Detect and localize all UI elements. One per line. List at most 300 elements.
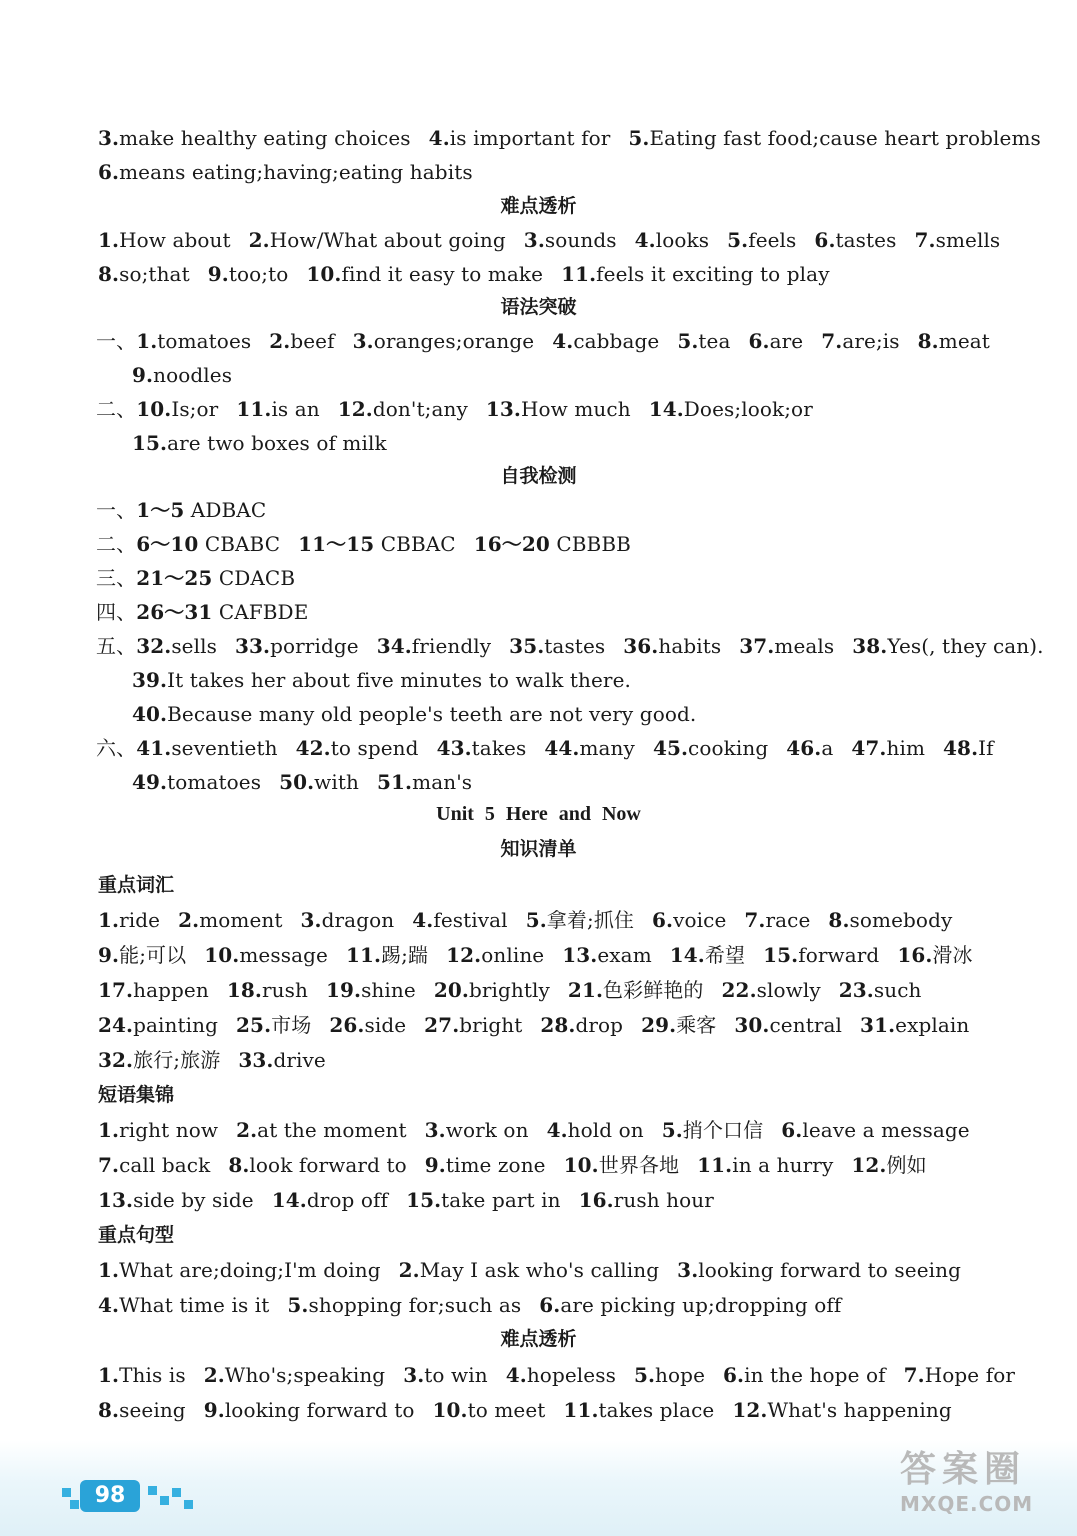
answer-text: meat: [938, 329, 990, 353]
answer-text: Is;or: [171, 397, 219, 421]
answer-text: right now: [119, 1118, 219, 1142]
answer-number: 7.: [98, 1153, 120, 1177]
answer-text: shopping for;such as: [308, 1293, 522, 1317]
part-label: 六、: [96, 736, 137, 760]
answer-text: sounds: [544, 228, 617, 252]
answer-number: 11.: [697, 1153, 733, 1177]
answer-item: [377, 770, 472, 794]
answer-number: 9.: [132, 363, 154, 387]
answer-item: [353, 329, 535, 353]
answer-text: CBBBB: [549, 532, 631, 556]
answer-item: [763, 943, 879, 967]
decor-dot: [172, 1488, 181, 1497]
answer-item: [279, 770, 359, 794]
answer-item: [98, 126, 411, 150]
answer-item: [204, 1363, 386, 1387]
answer-item: [649, 397, 813, 421]
answer-item: [524, 228, 617, 252]
answer-text: such: [873, 978, 922, 1002]
answer-item: [474, 532, 631, 556]
answer-number: 15.: [763, 943, 799, 967]
answer-number: 6.: [98, 160, 120, 184]
answer-number: 12.: [851, 1153, 887, 1177]
answer-number: 14.: [271, 1188, 307, 1212]
answer-number: 10.: [563, 1153, 599, 1177]
answer-number: 1.: [98, 1258, 120, 1282]
answer-text: at the moment: [257, 1118, 407, 1142]
answer-text: ADBAC: [184, 498, 267, 522]
answer-number: 32.: [98, 1048, 134, 1072]
answer-text: porridge: [270, 634, 359, 658]
answer-item: [653, 736, 768, 760]
answer-number: 47.: [851, 736, 887, 760]
answer-item: [425, 1153, 546, 1177]
answer-number: 5.: [727, 228, 749, 252]
answer-item: [722, 978, 821, 1002]
answer-number: 11.: [561, 262, 597, 286]
answer-items: [136, 397, 831, 421]
answer-number: 10.: [432, 1398, 468, 1422]
answer-item: [526, 908, 634, 932]
answer-line: [98, 1288, 1037, 1322]
answer-text: 捎个口信: [682, 1118, 764, 1142]
answer-text: hold on: [567, 1118, 644, 1142]
answer-line: [98, 1253, 1037, 1287]
answer-number: 6～10: [136, 532, 199, 556]
answer-number: 31.: [860, 1013, 896, 1037]
answer-number: 43.: [436, 736, 472, 760]
answer-text: tastes: [835, 228, 897, 252]
section-heading: 自我检测: [500, 465, 577, 487]
part-label: 四、: [96, 600, 137, 624]
answer-text: voice: [673, 908, 727, 932]
answer-number: 29.: [641, 1013, 677, 1037]
answer-item: [744, 908, 810, 932]
answer-number: 7.: [914, 228, 936, 252]
answer-number: 2.: [203, 1363, 225, 1387]
answer-item: [628, 126, 1041, 150]
answer-item: [918, 329, 990, 353]
answer-number: 9.: [424, 1153, 446, 1177]
answer-number: 11.: [345, 943, 382, 967]
answer-line: [98, 1148, 1037, 1182]
part-label: 二、: [96, 532, 137, 556]
answer-item: [136, 498, 266, 522]
answer-number: 15.: [132, 431, 168, 455]
section-heading: 难点透析: [500, 1328, 577, 1350]
answer-item: [228, 1153, 406, 1177]
answer-text: side: [364, 1013, 407, 1037]
answer-item: [943, 736, 994, 760]
answer-number: 4.: [546, 1118, 568, 1142]
answer-item: [136, 532, 280, 556]
answer-number: 15.: [406, 1188, 442, 1212]
answer-text: noodles: [153, 363, 233, 387]
answer-item: [346, 943, 428, 967]
part-label: 二、: [96, 397, 137, 421]
answer-number: 3.: [352, 329, 374, 353]
answer-text: shine: [361, 978, 416, 1002]
answer-number: 1.: [98, 1118, 120, 1142]
answer-line: [132, 358, 1037, 392]
answer-text: tea: [698, 329, 731, 353]
answer-number: 6.: [539, 1293, 561, 1317]
answer-text: hopeless: [526, 1363, 616, 1387]
answer-line: [96, 324, 1037, 358]
answer-number: 50.: [279, 770, 315, 794]
answer-item: [329, 1013, 406, 1037]
answer-item: [298, 532, 456, 556]
answer-text: to meet: [467, 1398, 546, 1422]
answer-text: explain: [895, 1013, 970, 1037]
answer-item: [677, 329, 730, 353]
answer-item: [132, 668, 631, 692]
answer-text: CBBAC: [374, 532, 456, 556]
answer-number: 3.: [523, 228, 545, 252]
answer-text: exam: [597, 943, 652, 967]
answer-text: 滑冰: [932, 943, 973, 967]
answer-line: [98, 257, 1037, 291]
answer-text: are picking up;dropping off: [560, 1293, 842, 1317]
answer-text: 例如: [886, 1153, 927, 1177]
answer-number: 16～20: [473, 532, 550, 556]
answer-item: [509, 634, 605, 658]
answer-number: 2.: [178, 908, 200, 932]
answer-item: [579, 1188, 714, 1212]
answer-line: [132, 765, 1037, 799]
answer-number: 1.: [136, 329, 158, 353]
answer-item: [564, 1153, 680, 1177]
answer-text: drop: [575, 1013, 624, 1037]
answer-number: 12.: [732, 1398, 768, 1422]
answer-number: 28.: [540, 1013, 576, 1037]
answer-text: cabbage: [573, 329, 660, 353]
answer-text: find it easy to make: [341, 262, 544, 286]
answer-text: tastes: [544, 634, 606, 658]
decor-dot: [148, 1486, 157, 1495]
answer-text: 乘客: [676, 1013, 717, 1037]
answer-text: forward: [798, 943, 880, 967]
answer-item: [98, 978, 209, 1002]
answer-number: 25.: [236, 1013, 272, 1037]
answer-line: [98, 903, 1037, 937]
answer-number: 2.: [236, 1118, 258, 1142]
answer-line: [96, 392, 1037, 426]
answer-text: look forward to: [249, 1153, 407, 1177]
answer-item: [677, 1258, 961, 1282]
answer-item: [662, 1118, 764, 1142]
answer-text: rush hour: [613, 1188, 714, 1212]
answer-line: [98, 1043, 1037, 1077]
watermark-url: MXQE.COM: [900, 1492, 1034, 1516]
answer-item: [136, 397, 218, 421]
answer-item: [547, 1118, 644, 1142]
answer-number: 51.: [377, 770, 413, 794]
answer-item: [132, 363, 232, 387]
answer-item: [897, 943, 972, 967]
answer-line: [98, 1358, 1037, 1392]
answer-item: [178, 908, 282, 932]
part-label: 一、: [96, 498, 137, 522]
answer-item: [236, 1118, 407, 1142]
answer-text: don't;any: [372, 397, 468, 421]
answer-number: 41.: [136, 736, 172, 760]
answer-item: [544, 736, 635, 760]
answer-text: online: [481, 943, 545, 967]
answer-text: CBABC: [198, 532, 281, 556]
answer-text: Because many old people's teeth are not very good.: [167, 702, 697, 726]
answer-text: What time is it: [119, 1293, 270, 1317]
answer-item: [851, 1153, 926, 1177]
answer-item: [98, 262, 190, 286]
answer-items: [136, 329, 1008, 353]
answer-line: [98, 223, 1037, 257]
answer-line: [132, 426, 1037, 460]
answer-item: [136, 736, 277, 760]
subsection-heading: 重点词汇: [98, 874, 175, 896]
answer-number: 39.: [132, 668, 168, 692]
answer-number: 26～31: [136, 600, 213, 624]
decor-dot: [62, 1488, 71, 1497]
answer-line: [96, 629, 1044, 663]
answer-item: [561, 262, 830, 286]
answer-number: 3.: [424, 1118, 446, 1142]
answer-item: [98, 943, 186, 967]
answer-item: [236, 1013, 311, 1037]
answer-item: [634, 1363, 705, 1387]
answer-number: 33.: [238, 1048, 274, 1072]
answer-item: [851, 736, 925, 760]
answer-text: are: [769, 329, 804, 353]
answer-item: [204, 1398, 415, 1422]
answer-number: 21～25: [136, 566, 213, 590]
answer-text: 世界各地: [598, 1153, 680, 1177]
answer-item: [296, 736, 419, 760]
answer-text: May I ask who's calling: [419, 1258, 660, 1282]
answer-text: 旅行;旅游: [133, 1048, 221, 1072]
answer-number: 37.: [739, 634, 775, 658]
answer-item: [506, 1363, 616, 1387]
answer-item: [98, 1153, 210, 1177]
answer-text: in a hurry: [732, 1153, 834, 1177]
answer-item: [433, 1398, 546, 1422]
answer-item: [734, 1013, 842, 1037]
answer-number: 22.: [721, 978, 757, 1002]
answer-item: [98, 1118, 218, 1142]
answer-text: is important for: [449, 126, 611, 150]
answer-number: 34.: [376, 634, 412, 658]
watermark-logo: [900, 1448, 1060, 1528]
answer-text: 色彩鲜艳的: [603, 978, 704, 1002]
answer-number: 21.: [567, 978, 604, 1002]
answer-line: [96, 595, 1037, 629]
answer-text: Who's;speaking: [224, 1363, 386, 1387]
answer-text: him: [886, 736, 926, 760]
answer-number: 20.: [433, 978, 469, 1002]
decor-dot: [70, 1500, 79, 1509]
answer-number: 10.: [136, 397, 172, 421]
answer-item: [539, 1293, 841, 1317]
answer-number: 27.: [424, 1013, 460, 1037]
answer-number: 17.: [98, 978, 134, 1002]
answer-text: beef: [290, 329, 335, 353]
answer-text: looking forward to: [224, 1398, 415, 1422]
subsection-heading: 短语集锦: [98, 1084, 175, 1106]
answer-text: cooking: [688, 736, 769, 760]
answer-number: 5.: [661, 1118, 683, 1142]
answer-text: message: [239, 943, 328, 967]
answer-item: [272, 1188, 388, 1212]
answer-text: work on: [445, 1118, 529, 1142]
answer-text: somebody: [849, 908, 953, 932]
answer-number: 38.: [852, 634, 888, 658]
answer-items: [136, 736, 1011, 760]
answer-item: [425, 1118, 529, 1142]
answer-number: 49.: [132, 770, 168, 794]
decor-dot: [160, 1496, 169, 1505]
answer-text: CDACB: [212, 566, 296, 590]
answer-item: [670, 943, 745, 967]
answer-text: are two boxes of milk: [167, 431, 387, 455]
answer-number: 5.: [633, 1363, 656, 1387]
answer-item: [287, 1293, 521, 1317]
answer-text: so;that: [119, 262, 190, 286]
answer-item: [821, 329, 899, 353]
answer-number: 30.: [734, 1013, 770, 1037]
answer-text: festival: [433, 908, 508, 932]
answer-line: [96, 493, 1037, 527]
answer-item: [540, 1013, 623, 1037]
answer-text: feels: [748, 228, 797, 252]
answer-item: [377, 634, 491, 658]
answer-text: oranges;orange: [373, 329, 535, 353]
answer-text: to win: [424, 1363, 488, 1387]
answer-number: 2.: [398, 1258, 420, 1282]
answer-item: [828, 908, 952, 932]
part-label: 一、: [96, 329, 137, 353]
answer-item: [623, 634, 721, 658]
answer-line: [98, 938, 1037, 972]
answer-number: 26.: [329, 1013, 365, 1037]
answer-number: 4.: [98, 1293, 120, 1317]
answer-text: smells: [935, 228, 1001, 252]
answer-text: is an: [271, 397, 320, 421]
answer-text: feels it exciting to play: [596, 262, 830, 286]
answer-number: 11.: [563, 1398, 599, 1422]
answer-text: drive: [273, 1048, 326, 1072]
answer-number: 13.: [485, 397, 521, 421]
answer-number: 19.: [325, 978, 362, 1002]
answer-text: CAFBDE: [212, 600, 309, 624]
answer-number: 24.: [98, 1013, 134, 1037]
answer-number: 9.: [207, 262, 229, 286]
answer-text: 希望: [704, 943, 746, 967]
answer-number: 6.: [781, 1118, 803, 1142]
answer-line: [98, 155, 1037, 189]
answer-line: [96, 731, 1037, 765]
answer-number: 13.: [562, 943, 598, 967]
answer-item: [641, 1013, 716, 1037]
answer-text: 踢;踹: [381, 943, 429, 967]
answer-items: [136, 498, 284, 522]
answer-item: [98, 1048, 220, 1072]
answer-line: [98, 1393, 1037, 1427]
answer-item: [446, 943, 544, 967]
answer-number: 7.: [821, 329, 843, 353]
answer-item: [132, 702, 696, 726]
answer-number: 45.: [652, 736, 689, 760]
section-heading: 难点透析: [500, 195, 577, 217]
answer-text: Does;look;or: [683, 397, 813, 421]
part-label: 五、: [96, 634, 137, 658]
answer-item: [424, 1013, 522, 1037]
answer-text: time zone: [445, 1153, 546, 1177]
answer-number: 8.: [917, 329, 939, 353]
answer-number: 5.: [525, 908, 547, 932]
answer-item: [860, 1013, 969, 1037]
answer-text: looking forward to seeing: [698, 1258, 962, 1282]
answer-text: too;to: [228, 262, 289, 286]
answer-number: 33.: [234, 634, 271, 658]
answer-text: in the hope of: [744, 1363, 886, 1387]
answer-item: [227, 978, 308, 1002]
decor-dot: [184, 1500, 193, 1509]
answer-line: [96, 561, 1037, 595]
answer-text: habits: [658, 634, 722, 658]
answer-item: [98, 160, 473, 184]
answer-text: painting: [133, 1013, 219, 1037]
answer-number: 12.: [337, 397, 373, 421]
answer-text: make healthy eating choices: [119, 126, 411, 150]
answer-item: [727, 228, 796, 252]
answer-number: 36.: [623, 634, 659, 658]
answer-text: side by side: [133, 1188, 254, 1212]
answer-number: 35.: [509, 634, 545, 658]
answer-text: looks: [655, 228, 710, 252]
answer-item: [635, 228, 709, 252]
answer-text: race: [765, 908, 811, 932]
answer-text: takes place: [598, 1398, 715, 1422]
answer-item: [403, 1363, 488, 1387]
answer-number: 23.: [838, 978, 874, 1002]
answer-line: [98, 1008, 1037, 1042]
answer-number: 6.: [748, 329, 770, 353]
answer-text: 拿着;抓住: [546, 908, 635, 932]
answer-item: [235, 634, 359, 658]
answer-text: Eating fast food;cause heart problems: [649, 126, 1041, 150]
answer-number: 1～5: [136, 498, 185, 522]
answer-items: [136, 566, 313, 590]
watermark-text: 答案圈: [900, 1449, 1027, 1490]
answer-text: to spend: [330, 736, 419, 760]
answer-number: 1.: [98, 1363, 120, 1387]
page-number: 98: [80, 1480, 140, 1512]
part-label: 三、: [96, 566, 137, 590]
answer-item: [552, 329, 659, 353]
answer-item: [249, 228, 506, 252]
answer-text: many: [579, 736, 635, 760]
answer-text: bright: [459, 1013, 523, 1037]
answer-number: 11～15: [298, 532, 375, 556]
answer-item: [132, 770, 261, 794]
answer-number: 9.: [98, 943, 120, 967]
answer-text: Yes(, they can).: [887, 634, 1044, 658]
answer-text: sells: [171, 634, 217, 658]
answer-line: [96, 527, 1037, 561]
answer-item: [437, 736, 527, 760]
answer-item: [269, 329, 334, 353]
subsection-heading: 重点句型: [98, 1224, 175, 1246]
